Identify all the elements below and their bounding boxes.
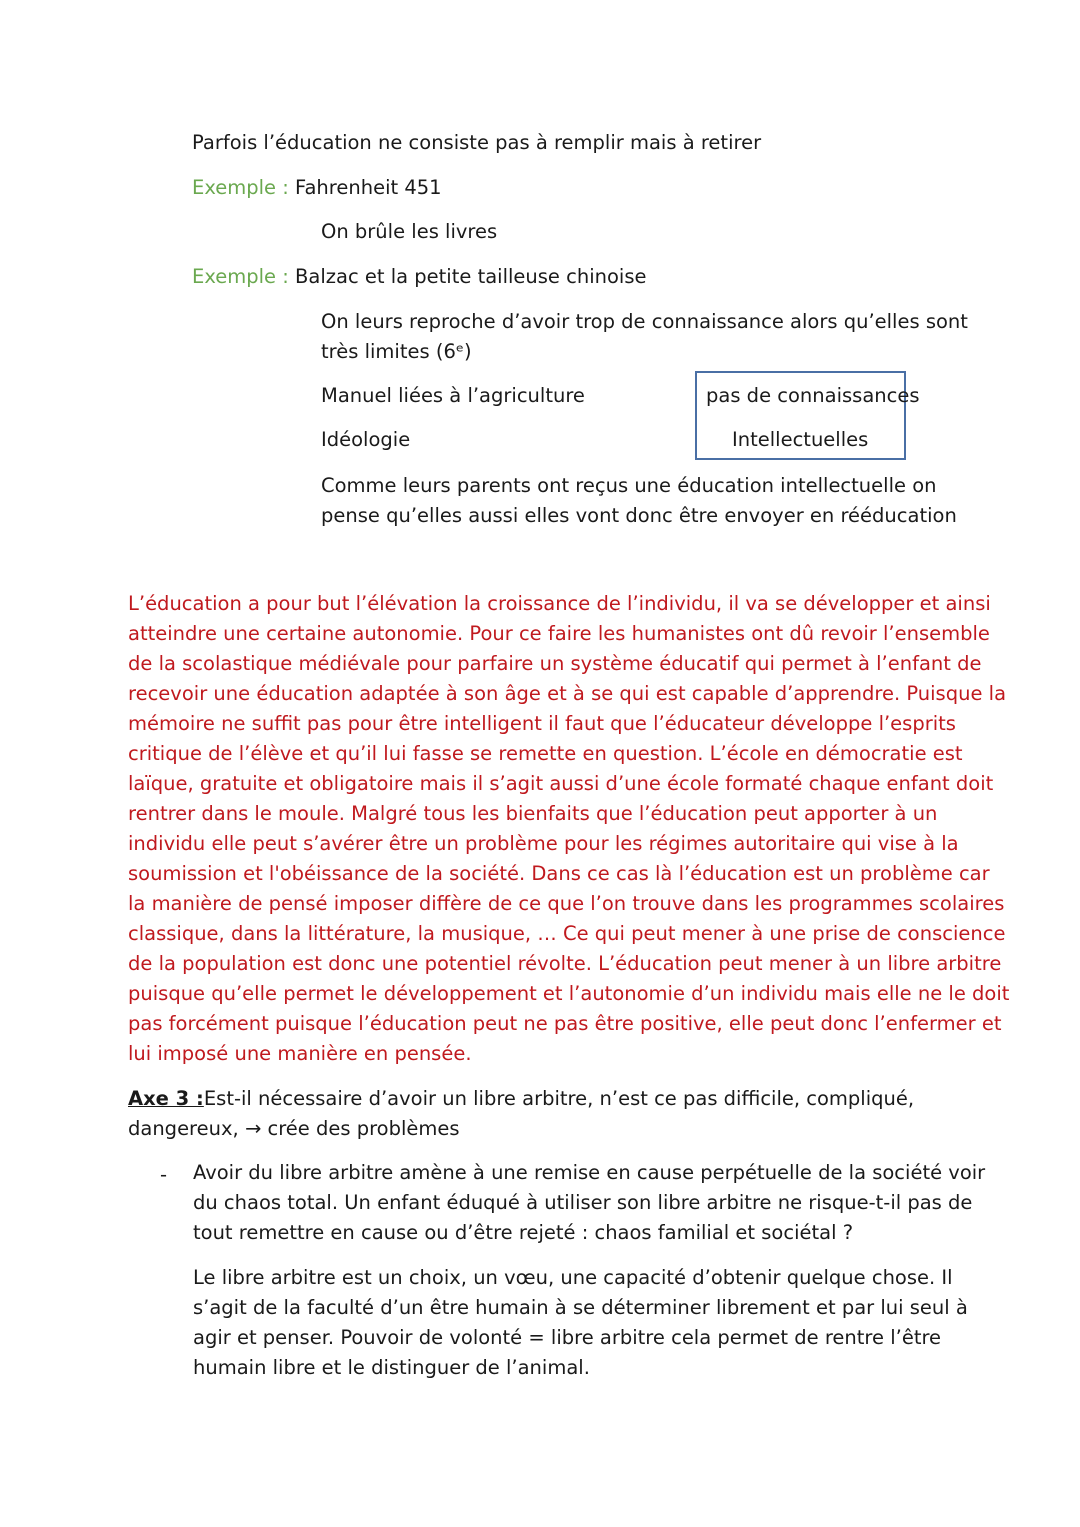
- final-line: s’agit de la faculté d’un être humain à se déterminer librement et par lui seul à: [193, 1296, 968, 1319]
- conclusion-line: Comme leurs parents ont reçus une éducation intellectuelle on: [321, 474, 937, 497]
- paragraph-line: de la scolastique médiévale pour parfaire un système éducatif qui permet à l’enfant de: [128, 652, 982, 675]
- example-1: [192, 173, 442, 203]
- paragraph-line: mémoire ne suffit pas pour être intelligent il faut que l’éducateur développe l’esprits: [128, 712, 956, 735]
- final-line: Le libre arbitre est un choix, un vœu, une capacité d’obtenir quelque chose. Il: [193, 1266, 953, 1289]
- conclusion-line: pense qu’elles aussi elles vont donc être envoyer en rééducation: [321, 504, 957, 527]
- paragraph-line: individu elle peut s’avérer être un problème pour les régimes autoritaire qui vise à la: [128, 832, 959, 855]
- example-1-note: On brûle les livres: [321, 220, 498, 243]
- paragraph-line: la manière de pensé imposer diffère de ce que l’on trouve dans les programmes scolaires: [128, 892, 1005, 915]
- example-2-line: On leurs reproche d’avoir trop de connaissance alors qu’elles sont: [321, 310, 968, 333]
- bullet-line: tout remettre en cause ou d’être rejeté : chaos familial et sociétal ?: [193, 1221, 854, 1244]
- axe3-label: Axe 3 :: [128, 1087, 204, 1110]
- example-2: [192, 262, 647, 292]
- row-1-left: Manuel liées à l’agriculture: [321, 384, 585, 407]
- box-line-1: pas de connaissances: [706, 384, 920, 407]
- paragraph-line: classique, dans la littérature, la musique, … Ce qui peut mener à une prise de conscience: [128, 922, 1006, 945]
- example-label: Exemple :: [192, 176, 289, 199]
- paragraph-line: soumission et l'obéissance de la société. Dans ce cas là l’éducation est un problème car: [128, 862, 990, 885]
- axe3-heading: [128, 1084, 914, 1114]
- final-line: humain libre et le distinguer de l’animal.: [193, 1356, 590, 1379]
- intro-line: Parfois l’éducation ne consiste pas à remplir mais à retirer: [192, 131, 762, 154]
- paragraph-line: puisque qu’elle permet le développement et l’autonomie d’un individu mais elle ne le doit: [128, 982, 1010, 1005]
- example-label: Exemple :: [192, 265, 289, 288]
- paragraph-line: L’éducation a pour but l’élévation la croissance de l’individu, il va se développer et ainsi: [128, 592, 991, 615]
- box-line-2: Intellectuelles: [732, 428, 869, 451]
- paragraph-line: recevoir une éducation adaptée à son âge et à se qui est capable d’apprendre. Puisque la: [128, 682, 1007, 705]
- row-2-left: Idéologie: [321, 428, 411, 451]
- paragraph-line: rentrer dans le moule. Malgré tous les bienfaits que l’éducation peut apporter à un: [128, 802, 938, 825]
- bullet-line: du chaos total. Un enfant éduqué à utiliser son libre arbitre ne risque-t-il pas de: [193, 1191, 973, 1214]
- paragraph-line: pas forcément puisque l’éducation peut ne pas être positive, elle peut donc l’enfermer et: [128, 1012, 1002, 1035]
- bullet-dash: -: [160, 1163, 168, 1186]
- paragraph-line: de la population est donc une potentiel révolte. L’éducation peut mener à un libre arbitre: [128, 952, 1002, 975]
- paragraph-line: laïque, gratuite et obligatoire mais il s’agit aussi d’une école formaté chaque enfant doit: [128, 772, 994, 795]
- paragraph-line: atteindre une certaine autonomie. Pour ce faire les humanistes ont dû revoir l’ensemble: [128, 622, 990, 645]
- example-2-line: très limites (6ᵉ): [321, 340, 472, 363]
- example-2-title: Balzac et la petite tailleuse chinoise: [295, 265, 647, 288]
- final-line: agir et penser. Pouvoir de volonté = libre arbitre cela permet de rentre l’être: [193, 1326, 942, 1349]
- axe3-question-cont: dangereux, → crée des problèmes: [128, 1117, 460, 1140]
- paragraph-line: critique de l’élève et qu’il lui fasse se remette en question. L’école en démocratie est: [128, 742, 963, 765]
- bullet-line: Avoir du libre arbitre amène à une remise en cause perpétuelle de la société voir: [193, 1161, 986, 1184]
- axe3-question: Est-il nécessaire d’avoir un libre arbitre, n’est ce pas difficile, compliqué,: [203, 1087, 915, 1110]
- example-1-title: Fahrenheit 451: [295, 176, 442, 199]
- paragraph-line: lui imposé une manière en pensée.: [128, 1042, 472, 1065]
